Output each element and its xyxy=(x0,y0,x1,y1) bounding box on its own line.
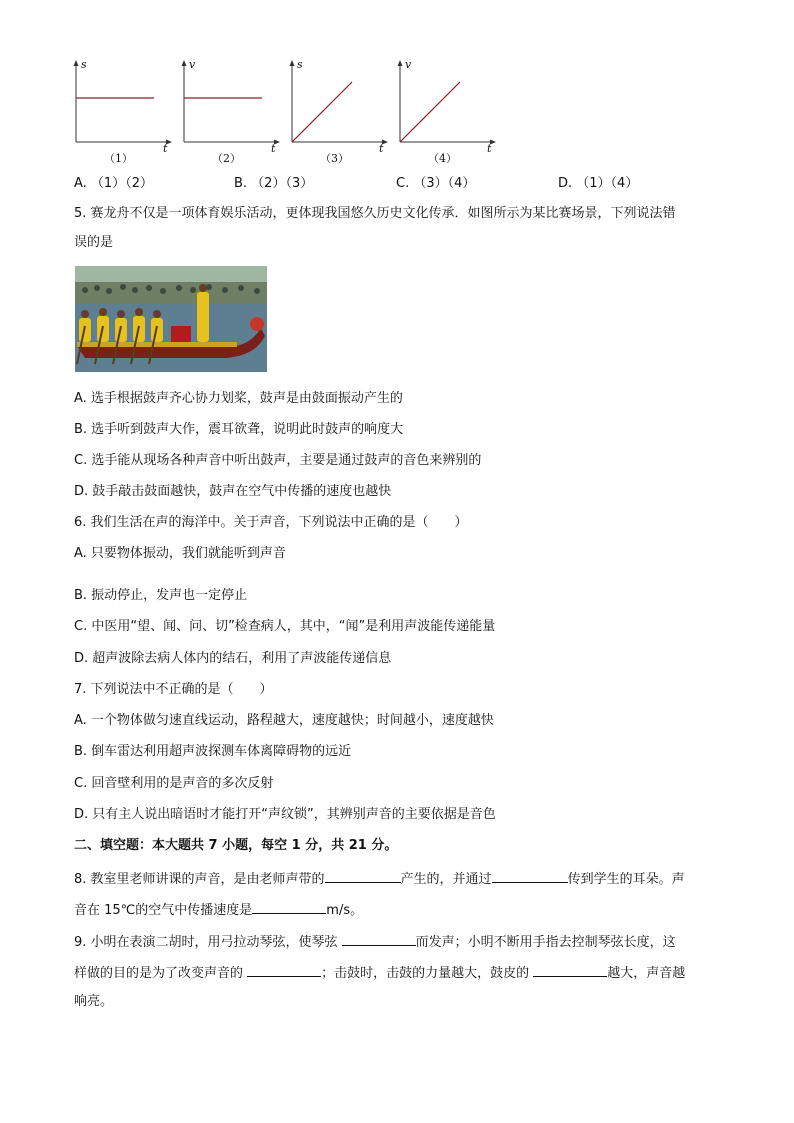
graph-2-caption: （2） xyxy=(212,152,241,165)
q4-option-b: B. （2）（3） xyxy=(234,176,314,191)
graph-3-line xyxy=(292,82,352,142)
q6-option-d: D. 超声波除去病人体内的结石，利用了声波能传递信息 xyxy=(74,651,392,666)
graph-2-yaxis-label: v xyxy=(189,58,196,71)
q9-line3: 响亮。 xyxy=(74,994,114,1009)
graph-1-yaxis-label: s xyxy=(81,58,87,71)
graph-4-line xyxy=(400,82,460,142)
q9-line2 xyxy=(74,962,685,983)
q8-blank-2[interactable] xyxy=(492,868,568,883)
q5-option-a: A. 选手根据鼓声齐心协力划桨，鼓声是由鼓面振动产生的 xyxy=(74,391,403,406)
q5-stem-line2: 误的是 xyxy=(74,235,114,250)
q8-text-1: 8. 教室里老师讲课的声音，是由老师声带的 xyxy=(74,872,325,887)
graph-4-yaxis-label: v xyxy=(405,58,412,71)
q8-line1 xyxy=(74,868,685,889)
q4-option-d: D. （1）（4） xyxy=(558,176,639,191)
graph-3-axes xyxy=(280,58,390,164)
graph-4-caption: （4） xyxy=(428,152,457,165)
q7-option-b: B. 倒车雷达利用超声波探测车体离障碍物的远近 xyxy=(74,744,352,759)
q6-option-a: A. 只要物体振动，我们就能听到声音 xyxy=(74,546,286,561)
q5-option-c: C. 选手能从现场各种声音中听出鼓声，主要是通过鼓声的音色来辨别的 xyxy=(74,453,482,468)
graph-1 xyxy=(64,58,174,164)
q9-text-4: ；击鼓时，击鼓的力量越大，鼓皮的 xyxy=(321,966,534,981)
q9-blank-2[interactable] xyxy=(247,962,321,977)
q5-option-d: D. 鼓手敲击鼓面越快，鼓声在空气中传播的速度也越快 xyxy=(74,484,392,499)
graph-2-axes xyxy=(172,58,282,164)
q9-text-5: 越大，声音越 xyxy=(607,966,686,981)
q7-stem: 7. 下列说法中不正确的是（ ） xyxy=(74,682,273,697)
graph-4-xaxis-label: t xyxy=(487,142,492,155)
section-2-heading: 二、填空题：本大题共 7 小题，每空 1 分，共 21 分。 xyxy=(74,838,398,853)
q9-text-2: 而发声；小明不断用手指去控制琴弦长度，这 xyxy=(415,935,676,950)
q8-line2 xyxy=(74,899,363,920)
graph-1-xaxis-label: t xyxy=(163,142,168,155)
q9-blank-3[interactable] xyxy=(533,962,607,977)
q9-blank-1[interactable] xyxy=(342,931,416,946)
q4-option-a: A. （1）（2） xyxy=(74,176,153,191)
q8-text-5: m/s。 xyxy=(326,903,364,918)
graph-3-caption: （3） xyxy=(320,152,349,165)
q8-text-3: 传到学生的耳朵。声 xyxy=(567,872,685,887)
graph-3-xaxis-label: t xyxy=(379,142,384,155)
q4-option-c: C. （3）（4） xyxy=(396,176,476,191)
q8-blank-1[interactable] xyxy=(325,868,401,883)
graph-4-axes xyxy=(388,58,498,164)
graph-3 xyxy=(280,58,390,164)
q7-option-c: C. 回音壁利用的是声音的多次反射 xyxy=(74,776,274,791)
q7-option-d: D. 只有主人说出暗语时才能打开“声纹锁”，其辨别声音的主要依据是音色 xyxy=(74,807,496,822)
graph-1-caption: （1） xyxy=(104,152,133,165)
dragon-boat-photo xyxy=(75,266,267,372)
q5-option-b: B. 选手听到鼓声大作，震耳欲聋，说明此时鼓声的响度大 xyxy=(74,422,404,437)
graph-1-axes xyxy=(64,58,174,164)
q8-text-2: 产生的，并通过 xyxy=(400,872,492,887)
graph-3-yaxis-label: s xyxy=(297,58,303,71)
q7-option-a: A. 一个物体做匀速直线运动，路程越大，速度越快；时间越小，速度越快 xyxy=(74,713,494,728)
graph-4 xyxy=(388,58,498,164)
q5-stem-line1: 5. 赛龙舟不仅是一项体育娱乐活动，更体现我国悠久历史文化传承．如图所示为某比赛场景，下列说法错 xyxy=(74,206,676,221)
q8-blank-3[interactable] xyxy=(252,899,326,914)
q9-line1 xyxy=(74,931,676,952)
q6-option-c: C. 中医用“望、闻、问、切”检查病人，其中，“闻”是利用声波能传递能量 xyxy=(74,619,496,634)
q9-text-3: 样做的目的是为了改变声音的 xyxy=(74,966,248,981)
q9-text-1: 9. 小明在表演二胡时，用弓拉动琴弦，使琴弦 xyxy=(74,935,342,950)
q6-stem: 6. 我们生活在声的海洋中。关于声音，下列说法中正确的是（ ） xyxy=(74,515,468,530)
q8-text-4: 音在 15℃的空气中传播速度是 xyxy=(74,903,253,918)
graph-2-xaxis-label: t xyxy=(271,142,276,155)
graph-2 xyxy=(172,58,282,164)
q6-option-b: B. 振动停止，发声也一定停止 xyxy=(74,588,248,603)
